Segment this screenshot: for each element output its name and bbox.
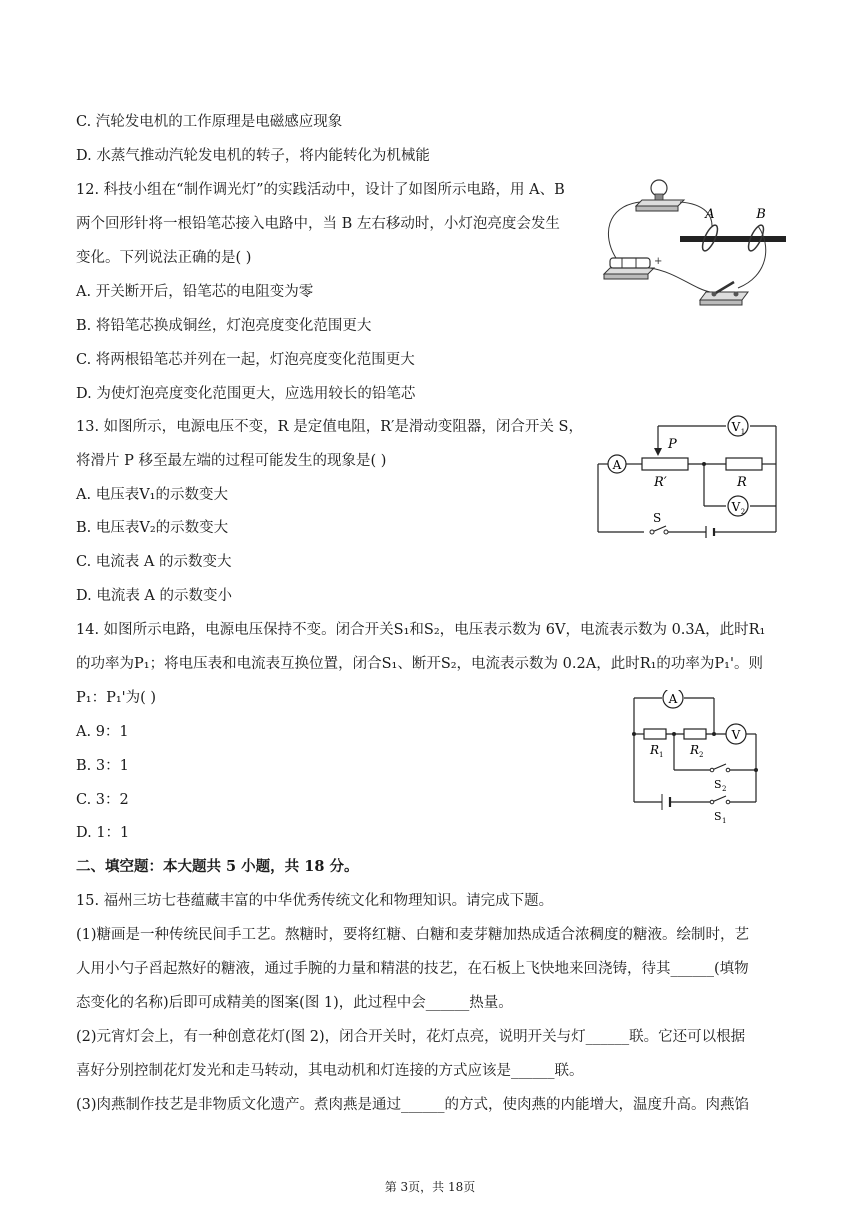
option-b-q13: B. 电压表V₂的示数变大 <box>76 520 229 536</box>
svg-text:V: V <box>731 728 741 742</box>
question-15-part-3-line-1: (3)肉燕制作技艺是非物质文化遗产。煮肉燕是通过______的方式，使肉燕的内能增大，温度升高。肉燕馅 <box>76 1097 750 1113</box>
option-d-q12: D. 为使灯泡亮度变化范围更大，应选用较长的铅笔芯 <box>76 386 416 402</box>
option-a-q13: A. 电压表V₁的示数变大 <box>76 487 228 503</box>
svg-text:+: + <box>654 256 663 267</box>
svg-text:S: S <box>653 511 662 525</box>
question-15-intro: 15. 福州三坊七巷蕴藏丰富的中华优秀传统文化和物理知识。请完成下题。 <box>76 893 554 909</box>
q13-circuit-figure <box>596 414 780 538</box>
resistor-r2 <box>684 729 706 739</box>
svg-text:1: 1 <box>659 751 664 759</box>
option-d-q14: D. 1：1 <box>76 825 130 841</box>
svg-text:R: R <box>737 475 747 490</box>
svg-text:1: 1 <box>722 817 727 825</box>
svg-text:2: 2 <box>699 751 704 759</box>
option-c-q14: C. 3：2 <box>76 792 129 808</box>
question-13-line-2: 将滑片 P 移至最左端的过程可能发生的现象是( ) <box>76 453 387 469</box>
resistor-r <box>726 458 762 470</box>
option-b-q14: B. 3：1 <box>76 758 129 774</box>
label-a: A <box>705 207 715 222</box>
svg-text:P: P <box>668 437 677 452</box>
option-c-q12: C. 将两根铅笔芯并列在一起，灯泡亮度变化范围更大 <box>76 352 415 368</box>
q14-circuit-figure <box>628 690 764 826</box>
question-12-line-1: 12. 科技小组在“制作调光灯”的实践活动中，设计了如图所示电路，用 A、B <box>76 182 565 198</box>
question-14-line-2: 的功率为P₁；将电压表和电流表互换位置，闭合S₁、断开S₂，电流表示数为 0.2A，此时R₁的功率为P₁'。则 <box>76 656 763 672</box>
svg-text:R′: R′ <box>654 475 667 490</box>
page-footer: 第 3页，共 18页 <box>384 1180 476 1194</box>
resistor-r1 <box>644 729 666 739</box>
svg-text:R: R <box>690 743 700 757</box>
svg-text:2: 2 <box>722 785 727 793</box>
question-13-line-1: 13. 如图所示，电源电压不变，R 是定值电阻，R′是滑动变阻器，闭合开关 S， <box>76 419 583 435</box>
svg-text:S: S <box>714 778 722 791</box>
option-c-q11: C. 汽轮发电机的工作原理是电磁感应现象 <box>76 114 343 130</box>
option-a-q12: A. 开关断开后，铅笔芯的电阻变为零 <box>76 284 314 300</box>
option-d-q11: D. 水蒸气推动汽轮发电机的转子，将内能转化为机械能 <box>76 148 430 164</box>
question-12-line-3: 变化。下列说法正确的是( ) <box>76 250 252 266</box>
svg-text:2: 2 <box>740 508 746 516</box>
option-b-q12: B. 将铅笔芯换成铜丝，灯泡亮度变化范围更大 <box>76 318 372 334</box>
option-c-q13: C. 电流表 A 的示数变大 <box>76 554 232 570</box>
pencil-lead <box>680 236 786 242</box>
question-15-part-2-line-1: (2)元宵灯会上，有一种创意花灯(图 2)，闭合开关时，花灯点亮，说明开关与灯______联。它还可以根据 <box>76 1029 746 1045</box>
q12-circuit-figure <box>596 176 788 310</box>
question-15-part-1-line-1: (1)糖画是一种传统民间手工艺。熬糖时，要将红糖、白糖和麦芽糖加热成适合浓稠度的糖液。绘制时，艺 <box>76 927 750 943</box>
svg-text:A: A <box>668 692 678 706</box>
question-12-line-2: 两个回形针将一根铅笔芯接入电路中，当 B 左右移动时，小灯泡亮度会发生 <box>76 216 560 232</box>
svg-text:V: V <box>731 500 741 514</box>
question-15-part-2-line-2: 喜好分别控制花灯发光和走马转动，其电动机和灯连接的方式应该是______联。 <box>76 1063 584 1079</box>
option-a-q14: A. 9：1 <box>76 724 129 740</box>
question-15-part-1-line-2: 人用小勺子舀起熬好的糖液，通过手腕的力量和精湛的技艺，在石板上飞快地来回浇铸，待其______(填物 <box>76 961 749 977</box>
question-14-line-1: 14. 如图所示电路，电源电压保持不变。闭合开关S₁和S₂，电压表示数为 6V，电流表示数为 0.3A，此时R₁ <box>76 622 766 638</box>
rheostat-r-prime <box>642 458 688 470</box>
svg-text:1: 1 <box>740 428 746 436</box>
option-d-q13: D. 电流表 A 的示数变小 <box>76 588 233 604</box>
svg-text:S: S <box>714 810 722 823</box>
svg-text:A: A <box>612 458 622 472</box>
svg-text:V: V <box>731 420 741 434</box>
label-b: B <box>756 207 766 222</box>
question-14-line-3: P₁：P₁'为( ) <box>76 690 157 706</box>
svg-text:R: R <box>650 743 660 757</box>
question-15-part-1-line-3: 态变化的名称)后即可成精美的图案(图 1)，此过程中会______热量。 <box>76 995 513 1011</box>
battery-icon <box>610 258 650 268</box>
section-heading-fill-in: 二、填空题：本大题共 5 小题，共 18 分。 <box>76 858 359 875</box>
